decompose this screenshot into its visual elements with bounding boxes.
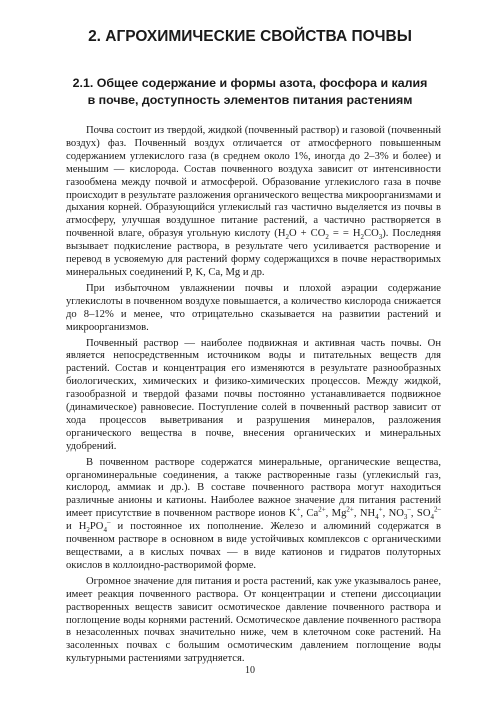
paragraph-3: Почвенный раствор — наиболее подвижная и активная часть почвы. Он является непосредственным источником воды и питательных веществ для растений. Состав и концентрация его изменяются в результате разнообразных биологических, химических и физико-химических процессов. Между жидкой, газообразной и твердой фазами почвы постоянно устанавливается подвижное (динамическое) равновесие. Поступление солей в почвенный раствор зависит от хода процессов выветривания и разрушения минералов, разложения органического вещества в почве, внесения органических и минеральных удобрений. xyxy=(66,337,441,452)
section-title-line-2: в почве, доступность элементов питания растениям xyxy=(87,93,413,107)
subscript: 4 xyxy=(103,526,107,535)
page-number: 10 xyxy=(245,665,255,676)
superscript: + xyxy=(296,505,301,514)
subscript: 4 xyxy=(430,513,434,522)
paragraph-4-text-i: и постоянное их пополнение. Железо и алюминий содержатся в почвенном растворе в основном в виде устойчивых комплексов с органическими веществами, а в кислых почвах — в виде катионов и гидратов полуторных окислов в коллоидно-растворимой форме. xyxy=(66,521,442,571)
paragraph-1-text-d: CO xyxy=(364,228,379,240)
paragraph-2: При избыточном увлажнении почвы и плохой аэрации содержание углекислоты в почвенном воздухе повышается, а количество кислорода снижается до 8–12% и менее, что отрицательно сказывается на развитии растений и микроорганизмов. xyxy=(66,282,441,333)
paragraph-5: Огромное значение для питания и роста растений, как уже указывалось ранее, имеет реакция почвенного раствора. От концентрации и степени диссоциации растворенных веществ зависит осмотическое давление почвенного раствора и поглощение воды корнями растений. Осмотическое давление почвенного раствора в незасоленных почвах значительно ниже, чем в клеточном соке растений. На засоленных почвах с большим осмотическим давлением поглощение воды культурными растениями затрудняется. xyxy=(66,575,441,665)
paragraph-1-text-a: Почва состоит из твердой, жидкой (почвенный раствор) и газовой (почвенный воздух) фаз. Почвенный воздух отличается от атмосферного повышенным содержанием углекислого газа (в среднем около 1%, иногда до 2–3% и более) и меньшим — кислорода. Состав почвенного воздуха зависит от интенсивности газообмена между почвой и атмосферой. Образование углекислого газа в почве происходит в результате разложения органического вещества микроорганизмами и дыхания корней. Образующийся углекислый газ частично выделяется из почвы в атмосферу, улучшая воздушное питание растений, а частично растворяется в почвенной влаге, образуя угольную кислоту (H xyxy=(66,125,441,240)
paragraph-4-text-d: , NH xyxy=(353,508,376,520)
subscript: 4 xyxy=(375,513,379,522)
superscript: – xyxy=(106,518,111,527)
section-title xyxy=(44,75,456,109)
paragraph-1-text-b: O + CO xyxy=(288,228,326,240)
paragraph-4-text-h: PO xyxy=(89,521,104,533)
paragraph-1-text-e: ). Последняя вызывает подкисление раствора, в результате чего усиливается растворение и перевод в усвояемую для растений форму содержащихся в почве нерастворимых минеральных соединений P, K, Ca, Mg и др. xyxy=(66,228,441,278)
paragraph-4-text-c: , Mg xyxy=(325,508,347,520)
paragraph-4-text-a: В почвенном растворе содержатся минеральные, органические вещества, органоминеральные соединения, а также растворенные газы (углекислый газ, кислород, аммиак и др.). В составе почвенного раствора могут находиться различные анионы и катионы. Наиболее важное значение для питания растений имеет присутствие в почвенном растворе ионов K xyxy=(66,456,441,520)
subscript: 3 xyxy=(403,513,408,522)
superscript: 2– xyxy=(433,505,441,514)
chapter-title: 2. АГРОХИМИЧЕСКИЕ СВОЙСТВА ПОЧВЫ xyxy=(88,28,412,45)
superscript: 2+ xyxy=(346,505,354,514)
paragraph-4-text-b: , Ca xyxy=(300,508,319,520)
paragraph-4 xyxy=(66,457,441,573)
body-text xyxy=(66,125,441,669)
subscript: 2 xyxy=(285,233,289,242)
subscript: 2 xyxy=(325,233,329,242)
superscript: – xyxy=(407,505,411,514)
paragraph-4-text-f: , SO xyxy=(410,508,431,520)
subscript: 2 xyxy=(86,526,90,535)
paragraph-4-text-g: и H xyxy=(66,521,87,533)
paragraph-1-text-c: = = H xyxy=(328,228,361,240)
paragraph-4-text-e: , NO xyxy=(382,508,404,520)
subscript: 3 xyxy=(378,233,383,242)
section-title-line-1: 2.1. Общее содержание и формы азота, фосфора и калия xyxy=(72,76,428,90)
superscript: + xyxy=(378,505,383,514)
superscript: 2+ xyxy=(318,505,326,514)
subscript: 2 xyxy=(360,233,364,242)
paragraph-1 xyxy=(66,125,441,280)
